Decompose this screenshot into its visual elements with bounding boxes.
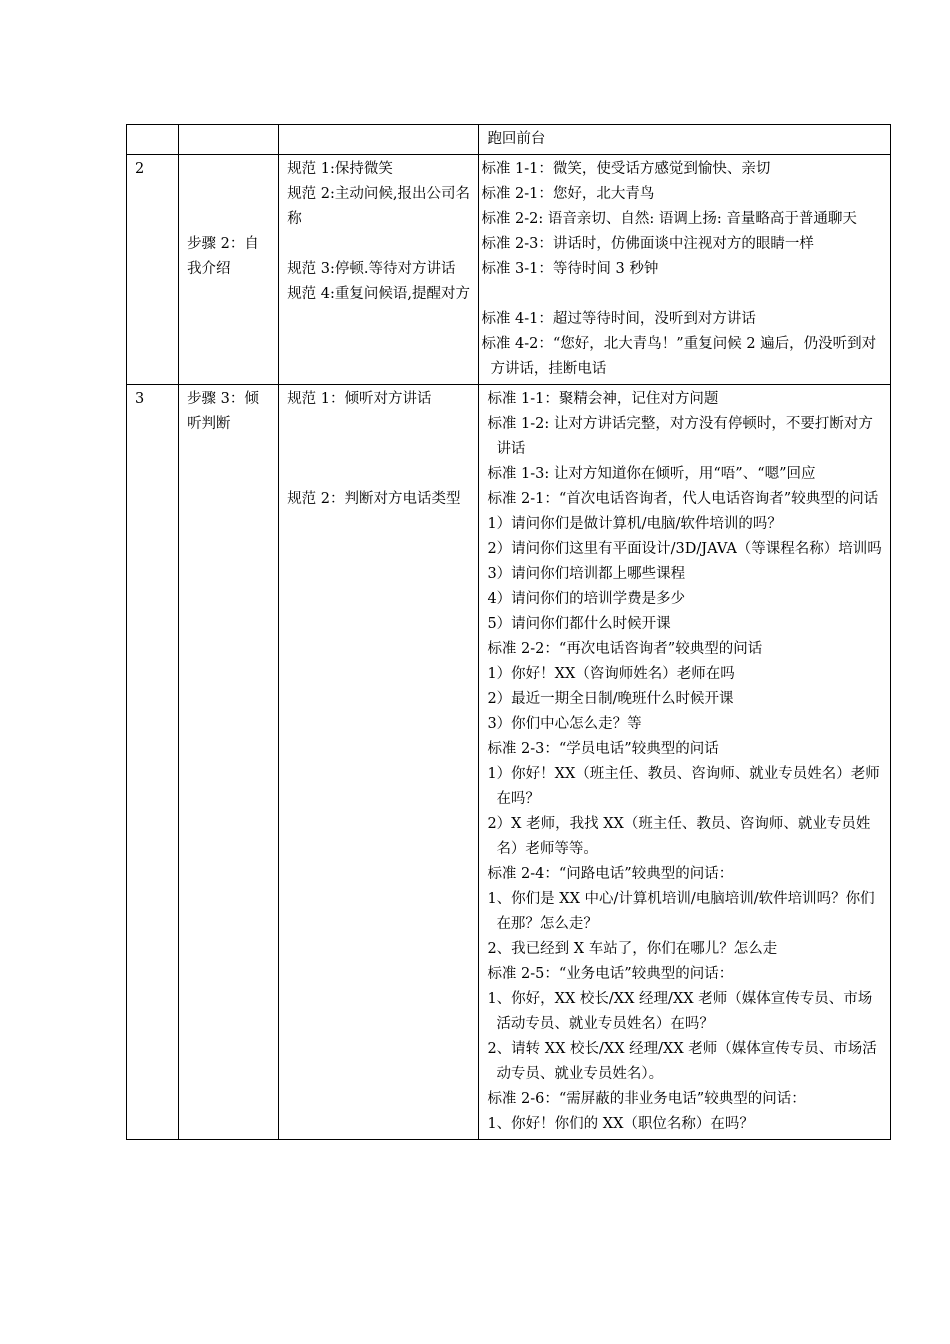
standard-text: 标准 2-6：“需屏蔽的非业务电话”较典型的问话： xyxy=(487,1091,806,1107)
standard-cell xyxy=(479,385,891,1140)
norm-cell xyxy=(279,385,479,1140)
step-cell xyxy=(179,155,279,385)
standard-cell xyxy=(479,125,891,155)
standard-text: 标准 1-1：聚精会神，记住对方问题 xyxy=(487,391,719,407)
standard-text: 标准 2-2: 语音亲切、自然: 语调上扬: 音量略高于普通聊天 xyxy=(481,211,857,227)
list-item: 2）X 老师，我找 XX（班主任、教员、咨询师、就业专员姓名）老师等等。 xyxy=(487,816,871,857)
norm-cell xyxy=(279,125,479,155)
standard-cell xyxy=(479,155,891,385)
list-item: 1、你好，XX 校长/XX 经理/XX 老师（媒体宣传专员、市场活动专员、就业专员姓名）在吗？ xyxy=(487,991,873,1032)
list-item: 2）最近一期全日制/晚班什么时候开课 xyxy=(487,691,734,707)
list-item: 1、你们是 XX 中心/计算机培训/电脑培训/软件培训吗？你们在那？怎么走？ xyxy=(487,891,875,932)
list-item: 2、我已经到 X 车站了，你们在哪儿？怎么走 xyxy=(487,941,778,957)
list-item: 2、请转 XX 校长/XX 经理/XX 老师（媒体宣传专员、市场活动专员、就业专员姓名）。 xyxy=(487,1041,877,1082)
standard-text: 标准 1-3: 让对方知道你在倾听，用“唔”、“嗯”回应 xyxy=(487,466,816,482)
list-item: 5）请问你们都什么时候开课 xyxy=(487,616,671,632)
list-item: 4）请问你们的培训学费是多少 xyxy=(487,591,686,607)
table-row xyxy=(127,155,891,385)
list-item: 1）你好！XX（班主任、教员、咨询师、就业专员姓名）老师在吗？ xyxy=(487,766,880,807)
num-cell: 2 xyxy=(127,155,179,385)
standard-text: 标准 2-4：“问路电话”较典型的问话： xyxy=(487,866,734,882)
standard-text: 标准 2-1：您好，北大青鸟 xyxy=(481,186,655,202)
step-title: 步骤 3：倾听判断 xyxy=(187,391,259,432)
norm-text: 规范 4:重复问候语,提醒对方 xyxy=(287,286,471,302)
list-item: 3）请问你们培训都上哪些课程 xyxy=(487,566,686,582)
standard-text: 跑回前台 xyxy=(487,131,546,147)
norm-text: 规范 2：判断对方电话类型 xyxy=(287,491,461,507)
standard-text: 标准 4-2：“您好，北大青鸟！”重复问候 2 遍后，仍没听到对方讲话，挂断电话 xyxy=(481,336,877,377)
standard-text: 标准 1-2: 让对方讲话完整，对方没有停顿时，不要打断对方讲话 xyxy=(487,416,873,457)
step-cell xyxy=(179,125,279,155)
standard-text: 标准 2-5：“业务电话”较典型的问话： xyxy=(487,966,734,982)
standard-text: 标准 2-2：“再次电话咨询者”较典型的问话 xyxy=(487,641,763,657)
standard-text: 标准 2-1：“首次电话咨询者，代人电话咨询者”较典型的问话 xyxy=(487,491,879,507)
norm-text: 规范 1:保持微笑 xyxy=(287,161,393,177)
procedure-table xyxy=(126,124,891,1140)
table-row xyxy=(127,385,891,1140)
list-item: 1、你好！你们的 XX（职位名称）在吗？ xyxy=(487,1116,754,1132)
standard-text: 标准 2-3：讲话时，仿佛面谈中注视对方的眼睛一样 xyxy=(481,236,814,252)
norm-text: 规范 2:主动问候,报出公司名称 xyxy=(287,186,471,227)
list-item: 1）你好！XX（咨询师姓名）老师在吗 xyxy=(487,666,735,682)
standard-text: 标准 2-3：“学员电话”较典型的问话 xyxy=(487,741,719,757)
table-row xyxy=(127,125,891,155)
standard-text: 标准 4-1：超过等待时间，没听到对方讲话 xyxy=(481,311,756,327)
list-item: 2）请问你们这里有平面设计/3D/JAVA（等课程名称）培训吗 xyxy=(487,541,882,557)
norm-text: 规范 1：倾听对方讲话 xyxy=(287,391,432,407)
list-item: 3）你们中心怎么走？等 xyxy=(487,716,642,732)
standard-text: 标准 1-1：微笑，使受话方感觉到愉快、亲切 xyxy=(481,161,771,177)
list-item: 1）请问你们是做计算机/电脑/软件培训的吗？ xyxy=(487,516,782,532)
norm-text: 规范 3:停顿.等待对方讲话 xyxy=(287,261,456,277)
standard-text: 标准 3-1：等待时间 3 秒钟 xyxy=(481,261,659,277)
num-cell xyxy=(127,125,179,155)
num-cell: 3 xyxy=(127,385,179,1140)
step-cell xyxy=(179,385,279,1140)
norm-cell xyxy=(279,155,479,385)
step-title: 步骤 2：自我介绍 xyxy=(187,236,259,277)
